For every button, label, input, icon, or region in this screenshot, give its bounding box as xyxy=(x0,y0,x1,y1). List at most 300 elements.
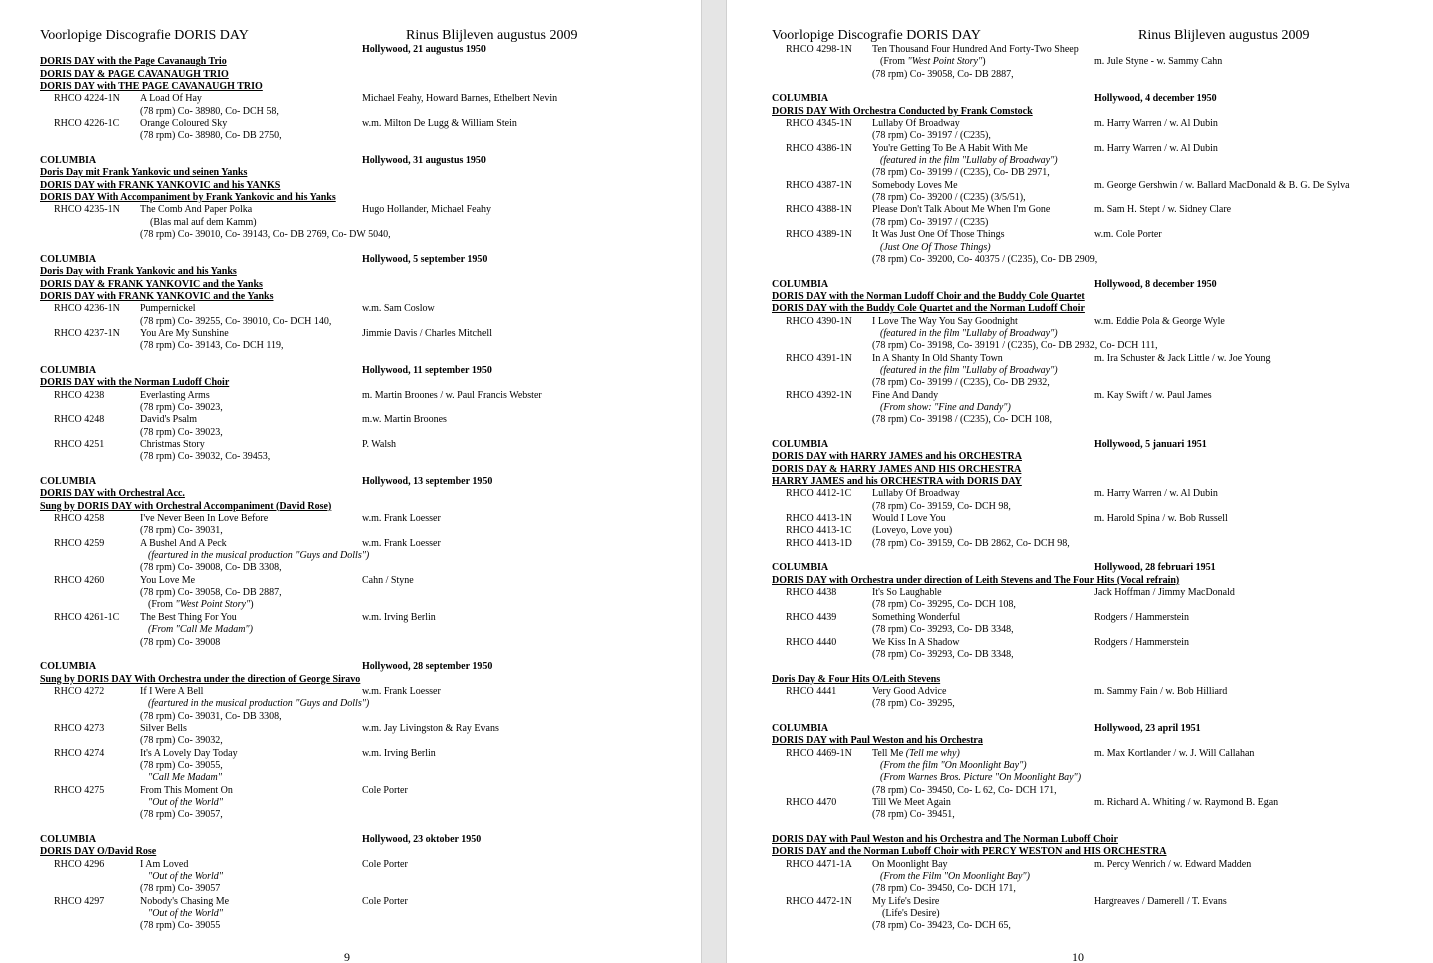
artist-credit xyxy=(772,303,1427,315)
track-note xyxy=(772,402,1427,414)
spacer xyxy=(772,427,1427,439)
artist-credit-text: DORIS DAY with the Buddy Cole Quartet and the Norman Ludoff Choir xyxy=(772,303,1085,315)
artist-credit-text: DORIS DAY with the Norman Ludoff Choir and the Buddy Cole Quartet xyxy=(772,290,1085,302)
artist-credit xyxy=(40,488,695,500)
track-note-text: (featured in the film "Lullaby of Broadway") xyxy=(880,155,1058,167)
release-info-text: (78 rpm) Co- 39198 / (C235), Co- DCH 108, xyxy=(872,414,1052,426)
spacer xyxy=(772,550,1427,562)
session-header xyxy=(40,44,695,56)
matrix-number: RHCO 4297 xyxy=(54,895,105,907)
track-row xyxy=(772,390,1427,402)
release-info xyxy=(40,587,695,599)
session-date: Hollywood, 28 februari 1951 xyxy=(1094,562,1216,574)
track-note xyxy=(772,772,1427,784)
release-info xyxy=(772,192,1427,204)
alt-title-text: (Life's Desire) xyxy=(882,908,940,920)
release-info-text: (78 rpm) Co- 39057, xyxy=(140,809,223,821)
release-info xyxy=(40,106,695,118)
track-row xyxy=(40,723,695,735)
release-info-text: (78 rpm) Co- 39055 xyxy=(140,920,221,932)
artist-credit-text: DORIS DAY with the Norman Ludoff Choir xyxy=(40,377,230,389)
release-info xyxy=(772,167,1427,179)
matrix-number: RHCO 4236-1N xyxy=(54,303,120,315)
spacer xyxy=(40,822,695,834)
track-row xyxy=(772,143,1427,155)
track-note-text: (feartured in the musical production "Guys and Dolls") xyxy=(148,550,370,562)
release-info-text: (78 rpm) Co- 39032, Co- 39453, xyxy=(140,451,271,463)
session-date: Hollywood, 23 april 1951 xyxy=(1094,722,1201,734)
release-info xyxy=(40,562,695,574)
composer-credit: m. Max Kortlander / w. J. Will Callahan xyxy=(1094,747,1255,759)
label-name: COLUMBIA xyxy=(40,661,97,673)
track-row xyxy=(772,859,1427,871)
matrix-number: RHCO 4237-1N xyxy=(54,327,120,339)
discography-list xyxy=(40,44,695,933)
artist-credit-text: Doris Day mit Frank Yankovic und seinen Yanks xyxy=(40,167,248,179)
spacer xyxy=(40,464,695,476)
composer-credit: Michael Feahy, Howard Barnes, Ethelbert Nevin xyxy=(362,93,558,105)
artist-credit xyxy=(772,735,1427,747)
release-info xyxy=(772,501,1427,513)
track-row xyxy=(40,538,695,550)
artist-credit xyxy=(40,192,695,204)
alt-title xyxy=(772,908,1427,920)
track-title: From This Moment On xyxy=(140,784,233,796)
composer-credit: w.m. Milton De Lugg & William Stein xyxy=(362,118,517,130)
track-row xyxy=(772,587,1427,599)
track-row xyxy=(40,328,695,340)
track-row xyxy=(772,525,1427,537)
track-note-text: "Out of the World" xyxy=(148,908,223,920)
artist-credit-text: Doris Day with Frank Yankovic and his Yanks xyxy=(40,266,237,278)
matrix-number: RHCO 4386-1N xyxy=(786,142,852,154)
release-info-text: (78 rpm) Co- 39293, Co- DB 3348, xyxy=(872,648,1014,660)
release-info xyxy=(40,130,695,142)
session-date: Hollywood, 5 januari 1951 xyxy=(1094,439,1207,450)
track-title: Orange Coloured Sky xyxy=(140,118,228,130)
composer-credit: w.m. Eddie Pola & George Wyle xyxy=(1094,315,1225,327)
header-right: Rinus Blijleven augustus 2009 xyxy=(1138,28,1310,43)
track-note-text: (featured in the film "Lullaby of Broadway") xyxy=(880,327,1058,339)
release-info-text: (78 rpm) Co- 38980, Co- DCH 58, xyxy=(140,105,279,117)
artist-credit-text: DORIS DAY with Orchestral Acc. xyxy=(40,488,185,500)
track-note-text: "Out of the World" xyxy=(148,871,223,883)
release-info xyxy=(772,414,1427,426)
matrix-number: RHCO 4472-1N xyxy=(786,895,852,907)
track-title: Pumpernickel xyxy=(140,303,196,315)
track-title: Silver Bells xyxy=(140,722,187,734)
track-note xyxy=(772,760,1427,772)
track-title: We Kiss In A Shadow xyxy=(872,636,960,648)
page-10 xyxy=(727,0,1433,963)
composer-credit: Rodgers / Hammerstein xyxy=(1094,636,1189,648)
track-title: A Load Of Hay xyxy=(140,93,202,105)
track-row xyxy=(772,488,1427,500)
track-row xyxy=(40,303,695,315)
track-title: I've Never Been In Love Before xyxy=(140,513,269,525)
page-number: 9 xyxy=(344,950,350,963)
track-title: The Comb And Paper Polka xyxy=(140,204,253,216)
artist-credit xyxy=(772,476,1427,488)
matrix-number: RHCO 4224-1N xyxy=(54,93,120,105)
release-info xyxy=(772,599,1427,611)
composer-credit: m. Sammy Fain / w. Bob Hilliard xyxy=(1094,685,1228,697)
artist-credit-text: DORIS DAY with Paul Weston and his Orchestra and The Norman Luboff Choir xyxy=(772,834,1118,845)
track-title: Would I Love You xyxy=(872,513,946,525)
track-row xyxy=(40,896,695,908)
artist-credit xyxy=(772,106,1427,118)
release-info-text: (78 rpm) Co- 39058, Co- DB 2887, xyxy=(872,68,1014,80)
release-info xyxy=(772,785,1427,797)
composer-credit: Hargreaves / Damerell / T. Evans xyxy=(1094,895,1227,907)
release-info xyxy=(40,451,695,463)
track-title: Christmas Story xyxy=(140,439,205,450)
track-title: In A Shanty In Old Shanty Town xyxy=(872,352,1003,364)
release-info-text: (78 rpm) Co- 38980, Co- DB 2750, xyxy=(140,130,282,142)
composer-credit: m. Ira Schuster & Jack Little / w. Joe Young xyxy=(1094,352,1271,364)
matrix-number: RHCO 4438 xyxy=(786,587,837,599)
track-title: Something Wonderful xyxy=(872,611,961,623)
matrix-number: RHCO 4389-1N xyxy=(786,229,852,241)
track-title: Very Good Advice xyxy=(872,685,947,697)
alt-title-text: (Blas mal auf dem Kamm) xyxy=(150,216,257,228)
release-info xyxy=(40,316,695,328)
track-title: Till We Meet Again xyxy=(872,796,951,808)
track-note-text: (From the Film "On Moonlight Bay") xyxy=(880,871,1030,883)
release-info xyxy=(40,760,695,772)
artist-credit xyxy=(40,180,695,192)
track-title: (78 rpm) Co- 39159, Co- DB 2862, Co- DCH 98, xyxy=(872,537,1070,549)
artist-credit xyxy=(40,56,695,68)
label-name: COLUMBIA xyxy=(772,722,829,734)
page-number: 10 xyxy=(1072,950,1084,963)
release-info-text: (78 rpm) Co- 39199 / (C235), Co- DB 2932, xyxy=(872,377,1050,389)
track-title: I Am Loved xyxy=(140,858,189,870)
composer-credit: Cole Porter xyxy=(362,895,408,907)
composer-credit: m. Percy Wenrich / w. Edward Madden xyxy=(1094,858,1252,870)
matrix-number: RHCO 4298-1N xyxy=(786,44,852,55)
session-date: Hollywood, 28 september 1950 xyxy=(362,661,493,673)
artist-credit xyxy=(772,464,1427,476)
label-name: COLUMBIA xyxy=(772,562,829,574)
artist-credit-text: DORIS DAY With Accompaniment by Frank Yankovic and his Yanks xyxy=(40,192,336,204)
artist-credit-text: Sung by DORIS DAY With Orchestra under the direction of George Siravo xyxy=(40,673,361,685)
track-title: You Love Me xyxy=(140,574,196,586)
release-info xyxy=(40,735,695,747)
track-note-text: (From the film "On Moonlight Bay") xyxy=(880,759,1027,771)
artist-credit xyxy=(772,291,1427,303)
track-note xyxy=(40,550,695,562)
composer-credit: m. Harry Warren / w. Al Dubin xyxy=(1094,142,1218,154)
matrix-number: RHCO 4260 xyxy=(54,574,105,586)
label-name: COLUMBIA xyxy=(772,278,829,290)
release-info xyxy=(772,130,1427,142)
track-title: You Are My Sunshine xyxy=(140,327,229,339)
track-row xyxy=(40,513,695,525)
track-row xyxy=(40,686,695,698)
release-info xyxy=(772,698,1427,710)
artist-credit xyxy=(40,69,695,81)
track-note-text: (From "Call Me Madam") xyxy=(148,624,253,636)
track-row xyxy=(772,612,1427,624)
track-note-text: "Call Me Madam" xyxy=(148,772,222,784)
release-info-text: (78 rpm) Co- 39200 / (C235) (3/5/51), xyxy=(872,192,1026,204)
track-note-text: (From Warnes Bros. Picture "On Moonlight Bay") xyxy=(880,772,1082,784)
release-info xyxy=(772,809,1427,821)
matrix-number: RHCO 4471-1A xyxy=(786,858,852,870)
artist-credit-text: DORIS DAY With Orchestra Conducted by Frank Comstock xyxy=(772,105,1033,117)
track-note-text: "Out of the World" xyxy=(148,796,223,808)
track-note xyxy=(40,772,695,784)
release-info-text: (78 rpm) Co- 39295, xyxy=(872,698,955,710)
composer-credit: m. Richard A. Whiting / w. Raymond B. Egan xyxy=(1094,796,1279,808)
track-title: On Moonlight Bay xyxy=(872,858,948,870)
label-name: COLUMBIA xyxy=(40,476,97,488)
composer-credit: w.m. Jay Livingston & Ray Evans xyxy=(362,722,499,734)
alt-title xyxy=(40,217,695,229)
track-row xyxy=(772,229,1427,241)
artist-credit xyxy=(772,834,1427,846)
matrix-number: RHCO 4274 xyxy=(54,747,105,759)
source-title: "West Point Story" xyxy=(175,599,251,611)
track-row xyxy=(40,118,695,130)
release-info-text: (78 rpm) Co- 39008, Co- DB 3308, xyxy=(140,562,282,574)
track-title: Ten Thousand Four Hundred And Forty-Two Sheep xyxy=(872,44,1079,55)
track-note xyxy=(40,908,695,920)
track-title: If I Were A Bell xyxy=(140,685,204,697)
composer-credit: w.m. Sam Coslow xyxy=(362,303,435,315)
page-9 xyxy=(0,0,701,963)
track-title: You're Getting To Be A Habit With Me xyxy=(872,142,1028,154)
matrix-number: RHCO 4238 xyxy=(54,389,105,401)
spacer xyxy=(772,81,1427,93)
track-note-text: (Just One Of Those Things) xyxy=(880,241,991,253)
release-info xyxy=(772,340,1427,352)
track-note-text: (feartured in the musical production "Guys and Dolls") xyxy=(148,698,370,710)
matrix-number: RHCO 4259 xyxy=(54,537,105,549)
discography-list xyxy=(772,44,1427,933)
matrix-number: RHCO 4469-1N xyxy=(786,747,852,759)
release-info-text: (78 rpm) Co- 39008 xyxy=(140,636,221,648)
composer-credit: Jack Hoffman / Jimmy MacDonald xyxy=(1094,587,1235,599)
track-row xyxy=(772,316,1427,328)
track-title: The Best Thing For You xyxy=(140,611,237,623)
track-row xyxy=(40,785,695,797)
session-header xyxy=(40,155,695,167)
track-note xyxy=(40,698,695,710)
matrix-number: RHCO 4388-1N xyxy=(786,204,852,216)
artist-credit-text: DORIS DAY with FRANK YANKOVIC and the Yanks xyxy=(40,290,274,302)
session-date: Hollywood, 11 september 1950 xyxy=(362,364,492,376)
release-info xyxy=(772,883,1427,895)
header-right: Rinus Blijleven augustus 2009 xyxy=(406,28,578,43)
session-header xyxy=(772,439,1427,451)
track-title: My Life's Desire xyxy=(872,895,940,907)
artist-credit-text: DORIS DAY with Orchestra under direction of Leith Stevens and The Four Hits (Vocal refrain) xyxy=(772,574,1180,586)
release-info-text: (78 rpm) Co- 39255, Co- 39010, Co- DCH 140, xyxy=(140,315,332,327)
track-note xyxy=(772,365,1427,377)
session-date: Hollywood, 4 december 1950 xyxy=(1094,93,1217,105)
matrix-number: RHCO 4226-1C xyxy=(54,118,120,130)
matrix-number: RHCO 4391-1N xyxy=(786,352,852,364)
track-row xyxy=(772,204,1427,216)
artist-credit-text: DORIS DAY and the Norman Luboff Choir with PERCY WESTON and HIS ORCHESTRA xyxy=(772,846,1167,858)
track-title: It's So Laughable xyxy=(872,587,942,599)
label-name: COLUMBIA xyxy=(40,253,97,265)
matrix-number: RHCO 4440 xyxy=(786,636,837,648)
artist-credit xyxy=(772,451,1427,463)
track-subtitle: (Tell me why) xyxy=(905,747,960,759)
artist-credit xyxy=(40,846,695,858)
artist-credit-text: DORIS DAY with Paul Weston and his Orchestra xyxy=(772,735,983,747)
artist-credit-text: DORIS DAY O/David Rose xyxy=(40,846,157,858)
release-info xyxy=(40,809,695,821)
composer-credit: w.m. Cole Porter xyxy=(1094,229,1162,241)
artist-credit-text: DORIS DAY & FRANK YANKOVIC and the Yanks xyxy=(40,278,263,290)
artist-credit xyxy=(40,291,695,303)
composer-credit: w.m. Frank Loesser xyxy=(362,537,441,549)
artist-credit xyxy=(772,674,1427,686)
release-info xyxy=(40,427,695,439)
matrix-number: RHCO 4275 xyxy=(54,784,105,796)
header-left: Voorlopige Discografie DORIS DAY xyxy=(772,28,981,43)
punctuation: (From xyxy=(148,599,176,611)
release-info xyxy=(40,637,695,649)
matrix-number: RHCO 4273 xyxy=(54,722,105,734)
release-info-text: (78 rpm) Co- 39031, Co- DB 3308, xyxy=(140,710,282,722)
source-note xyxy=(40,599,695,611)
release-info-text: (78 rpm) Co- 39010, Co- 39143, Co- DB 2769, Co- DW 5040, xyxy=(140,229,391,241)
release-info-text: (78 rpm) Co- 39197 / (C235) xyxy=(872,216,989,228)
release-info xyxy=(772,69,1427,81)
composer-credit: m. Kay Swift / w. Paul James xyxy=(1094,389,1212,401)
spacer xyxy=(40,353,695,365)
composer-credit: w.m. Frank Loesser xyxy=(362,685,441,697)
release-info xyxy=(772,624,1427,636)
composer-credit: w.m. Frank Loesser xyxy=(362,513,441,525)
track-title: Nobody's Chasing Me xyxy=(140,895,230,907)
artist-credit-text: HARRY JAMES and his ORCHESTRA with DORIS DAY xyxy=(772,476,1022,488)
matrix-number: RHCO 4413-1C xyxy=(786,525,852,537)
track-title: (Loveyo, Love you) xyxy=(872,525,953,537)
artist-credit xyxy=(40,81,695,93)
release-info-text: (78 rpm) Co- 39198, Co- 39191 / (C235), Co- DB 2932, Co- DCH 111, xyxy=(872,340,1158,352)
release-info xyxy=(40,883,695,895)
release-info-text: (78 rpm) Co- 39293, Co- DB 3348, xyxy=(872,624,1014,636)
release-info xyxy=(40,920,695,932)
session-date: Hollywood, 21 augustus 1950 xyxy=(362,44,486,55)
track-title: Everlasting Arms xyxy=(140,389,210,401)
session-date: Hollywood, 23 oktober 1950 xyxy=(362,834,482,845)
release-info-text: (78 rpm) Co- 39423, Co- DCH 65, xyxy=(872,920,1011,932)
track-row xyxy=(772,637,1427,649)
session-header xyxy=(772,279,1427,291)
composer-credit: w.m. Irving Berlin xyxy=(362,747,436,759)
composer-credit: Hugo Hollander, Michael Feahy xyxy=(362,204,492,216)
track-row xyxy=(772,180,1427,192)
composer-credit: m. Martin Broones / w. Paul Francis Webster xyxy=(362,389,542,401)
label-name: COLUMBIA xyxy=(40,364,97,376)
release-info-text: (78 rpm) Co- 39055, xyxy=(140,759,223,771)
artist-credit xyxy=(40,674,695,686)
track-title: Somebody Loves Me xyxy=(872,179,958,191)
matrix-number: RHCO 4251 xyxy=(54,439,105,450)
composer-credit: Jimmie Davis / Charles Mitchell xyxy=(362,327,492,339)
matrix-number: RHCO 4390-1N xyxy=(786,315,852,327)
track-row xyxy=(772,353,1427,365)
release-info xyxy=(772,377,1427,389)
artist-credit-text: DORIS DAY & HARRY JAMES AND HIS ORCHESTRA xyxy=(772,463,1022,475)
composer-credit: m. Harry Warren / w. Al Dubin xyxy=(1094,118,1218,130)
artist-credit xyxy=(772,846,1427,858)
matrix-number: RHCO 4272 xyxy=(54,685,105,697)
composer-credit: m.w. Martin Broones xyxy=(362,414,447,426)
artist-credit xyxy=(40,266,695,278)
track-row xyxy=(772,44,1427,56)
track-row xyxy=(40,612,695,624)
track-title: Please Don't Talk About Me When I'm Gone xyxy=(872,204,1051,216)
composer-credit: Cahn / Styne xyxy=(362,574,414,586)
track-row xyxy=(40,390,695,402)
track-note xyxy=(40,797,695,809)
composer-credit: Cole Porter xyxy=(362,784,408,796)
track-title: David's Psalm xyxy=(140,414,198,426)
matrix-number: RHCO 4413-1D xyxy=(786,537,852,549)
spacer xyxy=(40,242,695,254)
session-header xyxy=(772,562,1427,574)
release-info xyxy=(40,525,695,537)
label-name: COLUMBIA xyxy=(772,439,829,450)
track-title xyxy=(872,748,960,760)
matrix-number: RHCO 4248 xyxy=(54,414,105,426)
artist-credit xyxy=(40,377,695,389)
label-name: COLUMBIA xyxy=(40,834,97,845)
track-row xyxy=(772,686,1427,698)
track-title: Lullaby Of Broadway xyxy=(872,488,960,500)
matrix-number: RHCO 4387-1N xyxy=(786,179,852,191)
release-info xyxy=(40,340,695,352)
artist-credit-text: DORIS DAY with FRANK YANKOVIC and his YANKS xyxy=(40,179,281,191)
spacer xyxy=(772,661,1427,673)
track-row xyxy=(772,748,1427,760)
composer-credit: Cole Porter xyxy=(362,858,408,870)
track-title: Lullaby Of Broadway xyxy=(872,118,960,130)
release-info-text: (78 rpm) Co- 39450, Co- L 62, Co- DCH 171, xyxy=(872,784,1057,796)
track-note xyxy=(40,871,695,883)
track-row xyxy=(40,575,695,587)
session-header xyxy=(772,723,1427,735)
session-header xyxy=(40,661,695,673)
track-row xyxy=(772,797,1427,809)
composer-credit: m. Harold Spina / w. Bob Russell xyxy=(1094,513,1228,525)
artist-credit-text: DORIS DAY with HARRY JAMES and his ORCHESTRA xyxy=(772,451,1022,463)
matrix-number: RHCO 4470 xyxy=(786,796,837,808)
track-title-text: Tell Me xyxy=(872,747,906,759)
session-date: Hollywood, 13 september 1950 xyxy=(362,476,493,488)
release-info-text: (78 rpm) Co- 39159, Co- DCH 98, xyxy=(872,500,1011,512)
release-info-text: (78 rpm) Co- 39200, Co- 40375 / (C235), Co- DB 2909, xyxy=(872,253,1098,265)
artist-credit-text: DORIS DAY with the Page Cavanaugh Trio xyxy=(40,56,227,68)
release-info xyxy=(40,229,695,241)
label-name: COLUMBIA xyxy=(772,93,829,105)
release-info xyxy=(772,649,1427,661)
track-title: It's A Lovely Day Today xyxy=(140,747,238,759)
track-note xyxy=(772,242,1427,254)
composer-credit: m. Harry Warren / w. Al Dubin xyxy=(1094,488,1218,500)
artist-credit xyxy=(40,167,695,179)
track-row xyxy=(772,896,1427,908)
release-info-text: (78 rpm) Co- 39031, xyxy=(140,525,223,537)
